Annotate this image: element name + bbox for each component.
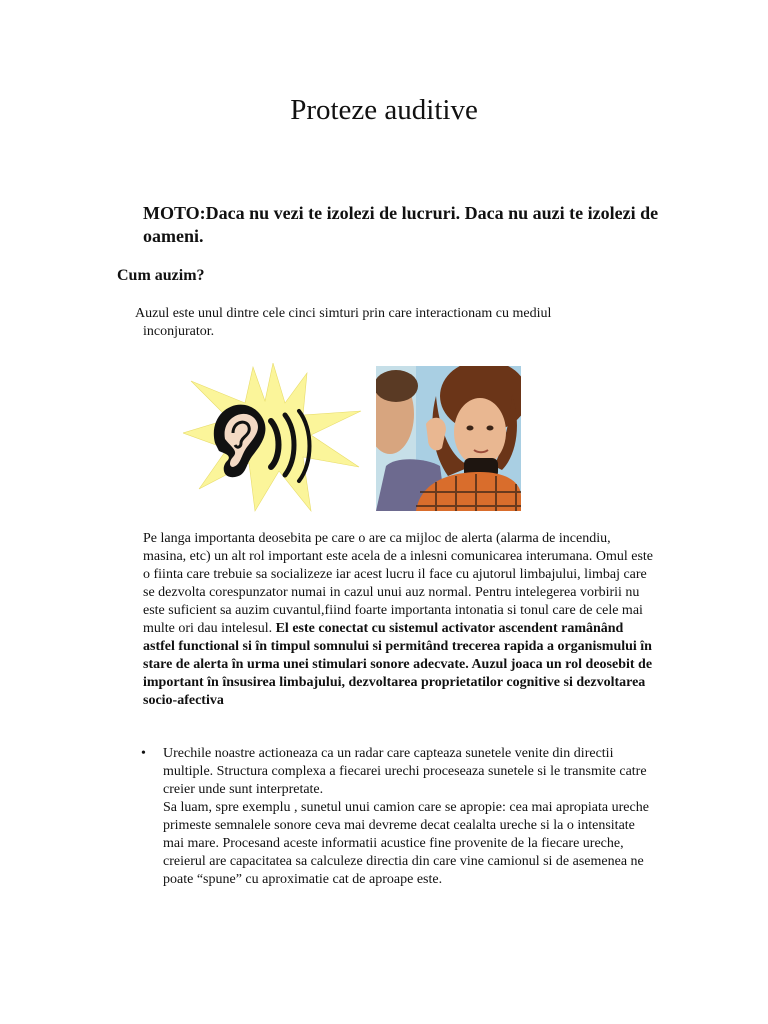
body-paragraph-bold: El este conectat cu sistemul activator ascendent ramânând astfel functional si în timpul somnului si permitând trecerea rapida a organismului în stare de alerta în urma unei stimulari sonore adecvate. Auzul joaca un rol deosebit de important în însusirea limbajului, dezvoltarea proprietatilor cognitive si dezvoltarea socio-afectiva (143, 621, 653, 708)
starburst-shape (183, 363, 361, 511)
body-paragraph (143, 530, 655, 710)
bullet-paragraph-1: Urechile noastre actioneaza ca un radar care capteaza sunetele venite din directii multiple. Structura complexa a fiecarei urechi proceseaza sunetele si le transmite catre creier unde sunt interpretate. (163, 746, 647, 797)
list-item (143, 745, 655, 889)
bullet-list (143, 745, 655, 889)
hearing-photo (376, 366, 521, 511)
motto: MOTO:Daca nu vezi te izolezi de lucruri. Daca nu auzi te izolezi de oameni. (143, 203, 659, 246)
section-heading: Cum auzim? (117, 267, 205, 284)
body-paragraph-normal: Pe langa importanta deosebita pe care o are ca mijloc de alerta (alarma de incendiu, masina, etc) un alt rol important este acela de a inlesni comunicarea interumana. Omul este o fiinta care trebuie sa socializeze iar acest lucru il face cu ajutorul limbajului, limbaj care se dezvolta corespunzator numai in cazul unui auz normal. Pentru intelegerea vorbirii nu este suficient sa auzim cuvantul,fiind foarte importanta intonatia si tonul care de cele mai multe ori dau intelesul. (143, 531, 654, 636)
ear-starburst-svg (183, 363, 363, 513)
intro-paragraph: Auzul este unul dintre cele cinci simturi prin care interactionam cu mediul inconjurator. (135, 306, 552, 339)
bullet-paragraph-2: Sa luam, spre exemplu , sunetul unui camion care se apropie: cea mai apropiata ureche primeste semnalele sonore ceva mai devreme decat cealalta ureche si la o intensitate mai mare. Procesand aceste informatii acustice fine provenite de la fiecare ureche, creierul are capacitatea sa calculeze directia din care vine camionul si de asemenea ne poate “spune” cu aproximatie cat de aproape este. (163, 800, 649, 887)
document-title: Proteze auditive (290, 94, 478, 126)
photo-svg (376, 366, 521, 511)
ear-illustration (183, 363, 363, 513)
bullet-marker: • (141, 746, 146, 761)
